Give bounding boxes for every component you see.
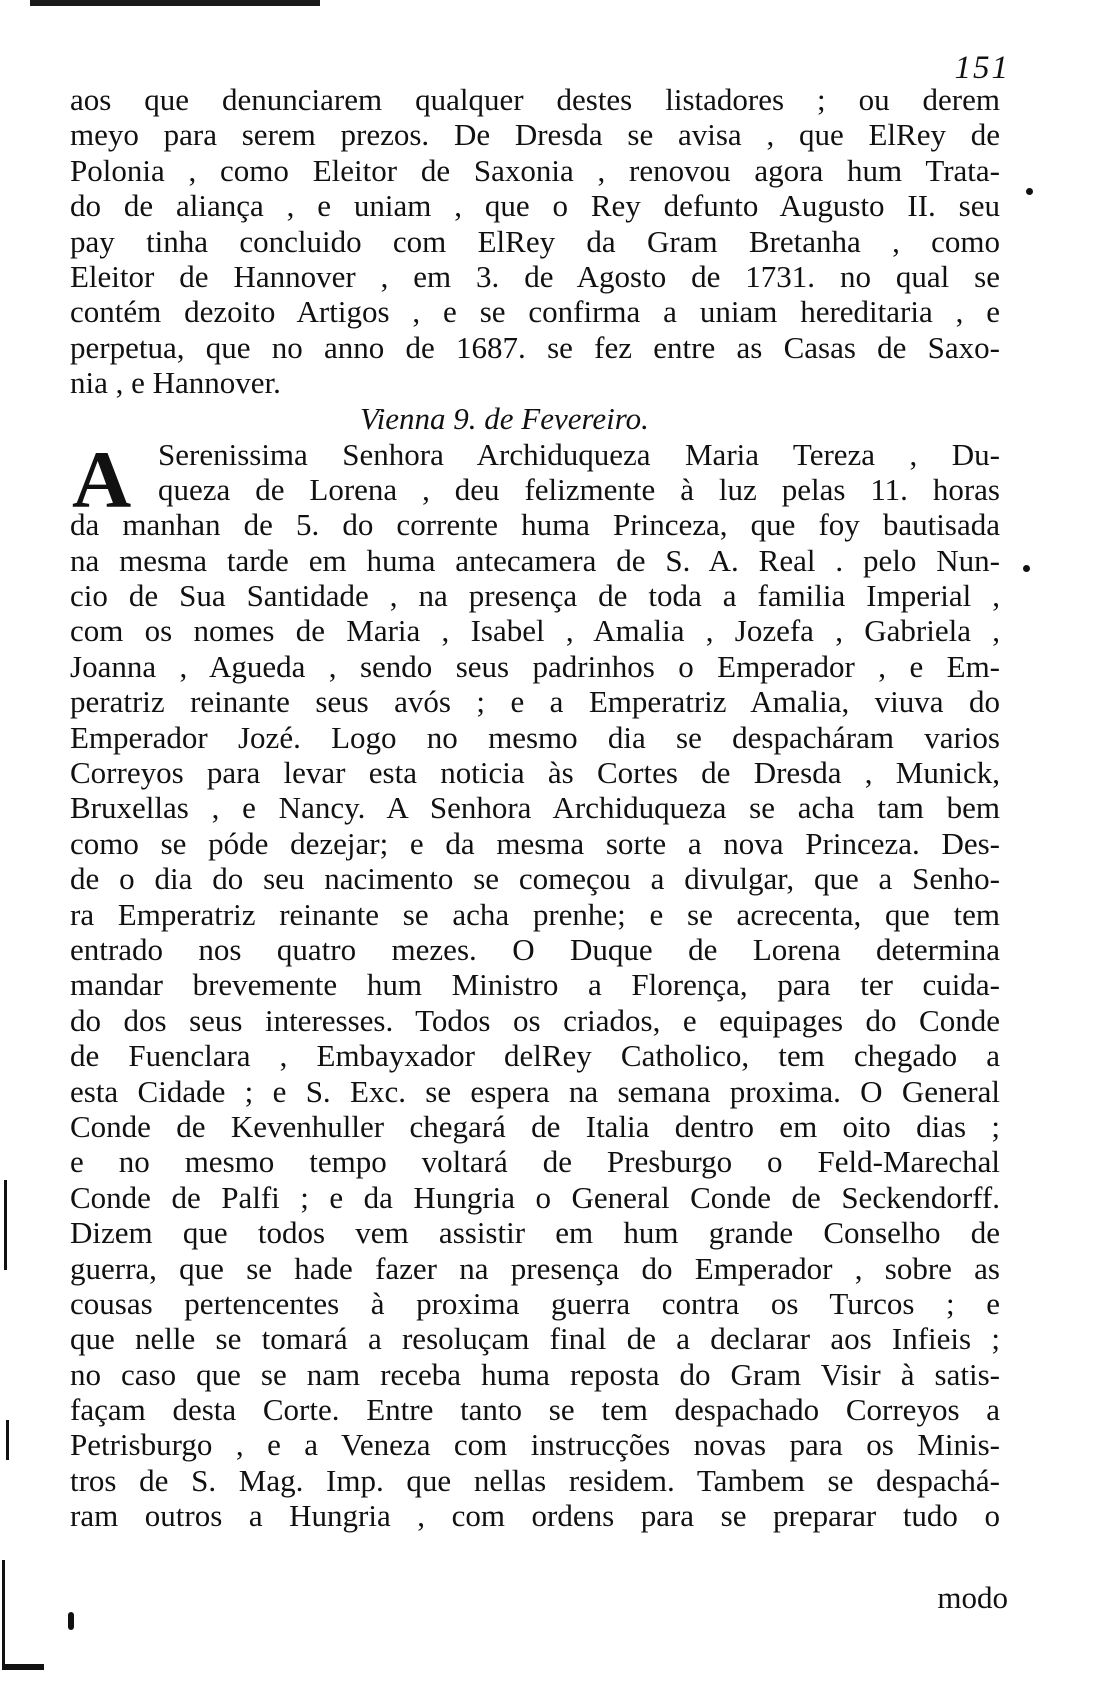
text-line: aos que denunciarem qualquer destes listadores ; ou derem [70, 82, 1000, 117]
text-line: Bruxellas , e Nancy. A Senhora Archiduqueza se acha tam bem [70, 790, 1000, 826]
text-line: mandar brevemente hum Ministro a Florença, para ter cuida- [70, 967, 1000, 1003]
catchword: modo [937, 1580, 1008, 1615]
text-line: perpetua, que no anno de 1687. se fez entre as Casas de Saxo- [70, 329, 1000, 365]
margin-ink-mark [2, 1560, 5, 1670]
text-line: nia , e Hannover. [70, 365, 281, 401]
margin-ink-mark [4, 1664, 44, 1670]
text-line: de Fuenclara , Embayxador delRey Catholico, tem chegado a [70, 1038, 1000, 1074]
text-line: Polonia , como Eleitor de Saxonia , renovou agora hum Trata- [70, 152, 1000, 188]
margin-ink-mark [4, 1180, 7, 1270]
text-line: esta Cidade ; e S. Exc. se espera na semana proxima. O General [70, 1073, 1000, 1109]
paragraph-dresda [70, 82, 1000, 401]
text-line: do de aliança , e uniam , que o Rey defunto Augusto II. seu [70, 188, 1000, 224]
text-line: do dos seus interesses. Todos os criados, e equipages do Conde [70, 1002, 1000, 1038]
paragraph-vienna [70, 433, 1000, 1534]
text-line: e no mesmo tempo voltará de Presburgo o Feld-Marechal [70, 1144, 1000, 1180]
text-line: guerra, que se hade fazer na presença do Emperador , sobre as [70, 1250, 1000, 1286]
dateline: Vienna 9. de Fevereiro. [360, 400, 649, 436]
text-line: contém dezoito Artigos , e se confirma a uniam hereditaria , e [70, 294, 1000, 330]
body-text [70, 82, 1000, 1534]
text-line: da manhan de 5. do corrente huma Princeza, que foy bautisada [70, 507, 1000, 543]
text-line: entrado nos quatro mezes. O Duque de Lorena determina [70, 931, 1000, 967]
text-line: ram outros a Hungria , com ordens para se preparar tudo o [70, 1498, 1000, 1534]
text-line: na mesma tarde em huma antecamera de S. A. Real . pelo Nun- [70, 542, 1000, 578]
margin-ink-dot [1026, 188, 1033, 195]
text-line: queza de Lorena , deu felizmente à luz pelas 11. horas [158, 471, 1000, 507]
text-line: que nelle se tomará a resoluçam final de a declarar aos Infieis ; [70, 1321, 1000, 1357]
text-line: Eleitor de Hannover , em 3. de Agosto de 1731. no qual se [70, 258, 1000, 294]
text-line: meyo para serem prezos. De Dresda se avisa , que ElRey de [70, 117, 1000, 153]
text-line: com os nomes de Maria , Isabel , Amalia , Jozefa , Gabriela , [70, 613, 1000, 649]
margin-ink-mark [6, 1420, 9, 1460]
text-line: no caso que se nam receba huma reposta do Gram Visir à satis- [70, 1356, 1000, 1392]
margin-ink-mark [68, 1612, 74, 1630]
text-line: Correyos para levar esta noticia às Cortes de Dresda , Munick, [70, 755, 1000, 791]
text-line: Petrisburgo , e a Veneza com instrucções novas para os Minis- [70, 1427, 1000, 1463]
top-rule [30, 0, 320, 6]
text-line: ra Emperatriz reinante se acha prenhe; e se acrecenta, que tem [70, 896, 1000, 932]
drop-cap: A [72, 433, 132, 525]
text-line: pay tinha concluido com ElRey da Gram Bretanha , como [70, 223, 1000, 259]
text-line: façam desta Corte. Entre tanto se tem despachado Correyos a [70, 1392, 1000, 1428]
text-line: peratriz reinante seus avós ; e a Emperatriz Amalia, viuva do [70, 684, 1000, 720]
text-line: Serenissima Senhora Archiduqueza Maria Tereza , Du- [158, 436, 1000, 472]
margin-ink-dot [1023, 565, 1030, 572]
text-line: cio de Sua Santidade , na presença de toda a familia Imperial , [70, 578, 1000, 614]
text-line: tros de S. Mag. Imp. que nellas residem. Tambem se despachá- [70, 1462, 1000, 1498]
text-line: cousas pertencentes à proxima guerra contra os Turcos ; e [70, 1285, 1000, 1321]
text-line: Joanna , Agueda , sendo seus padrinhos o Emperador , e Em- [70, 648, 1000, 684]
text-line: Conde de Kevenhuller chegará de Italia dentro em oito dias ; [70, 1108, 1000, 1144]
page-number: 151 [954, 50, 1010, 86]
text-line: Emperador Jozé. Logo no mesmo dia se despacháram varios [70, 719, 1000, 755]
text-line: como se póde dezejar; e da mesma sorte a nova Princeza. Des- [70, 825, 1000, 861]
text-line: Dizem que todos vem assistir em hum grande Conselho de [70, 1215, 1000, 1251]
text-line: de o dia do seu nacimento se começou a divulgar, que a Senho- [70, 861, 1000, 897]
text-line: Conde de Palfi ; e da Hungria o General Conde de Seckendorff. [70, 1179, 1000, 1215]
